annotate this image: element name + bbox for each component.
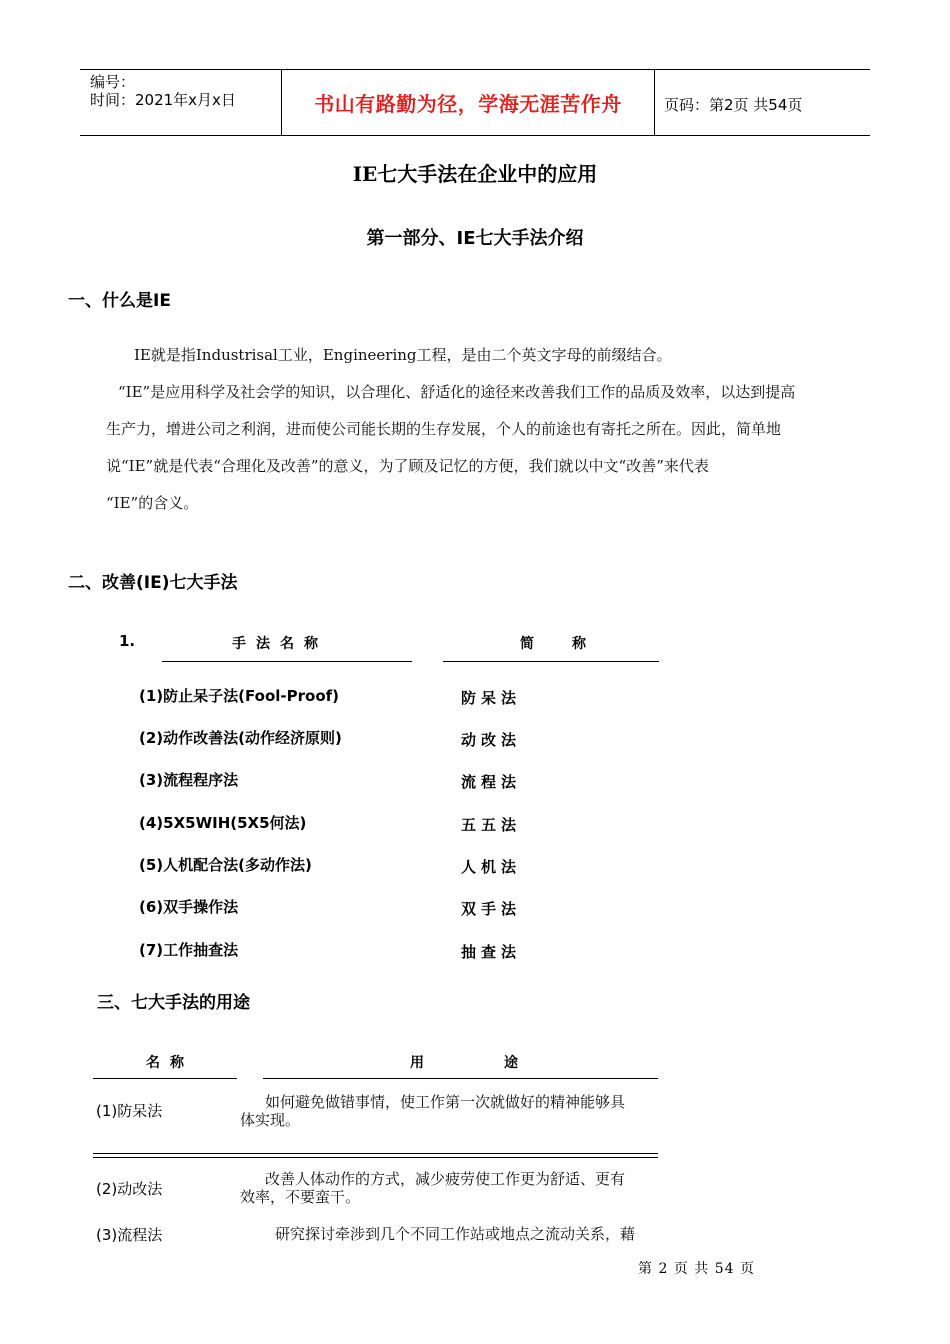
document-title: IE七大手法在企业中的应用: [352, 162, 598, 186]
use-name: (2)动改法: [96, 1180, 163, 1198]
use-header-rule: [263, 1078, 658, 1079]
use-name: (3)流程法: [96, 1226, 163, 1244]
method-abbr: 双手法: [461, 900, 522, 918]
column-header-method: 手法名称: [232, 636, 328, 652]
abbr-header-rule: [443, 661, 659, 662]
method-abbr: 抽查法: [461, 943, 522, 961]
method-name: (4)5X5WIH(5X5何法): [139, 814, 307, 832]
header-divider-right: [654, 69, 655, 136]
header-motto: 书山有路勤为径，学海无涯苦作舟: [314, 92, 622, 116]
section1-para2-line2: 生产力，增进公司之利润，进而使公司能长期的生存发展，个人的前途也有寄托之所在。因此，简单地: [106, 420, 782, 438]
method-abbr: 五五法: [461, 816, 522, 834]
method-abbr: 流程法: [461, 773, 522, 791]
list-number: 1.: [119, 632, 136, 650]
method-name: (3)流程程序法: [139, 771, 239, 789]
use-desc-line: 体实现。: [240, 1111, 301, 1129]
use-row-divider: [93, 1153, 658, 1154]
method-abbr: 防呆法: [461, 689, 522, 707]
method-abbr: 人机法: [461, 858, 522, 876]
column-header-use: 用途: [410, 1055, 598, 1071]
use-row-divider: [93, 1157, 658, 1158]
use-desc-line: 研究探讨牵涉到几个不同工作站或地点之流动关系，藉: [275, 1225, 636, 1243]
part-title: 第一部分、IE七大手法介绍: [366, 228, 584, 249]
section1-para2-line1: “IE”是应用科学及社会学的知识，以合理化、舒适化的途径来改善我们工作的品质及效率，以达到提高: [118, 383, 796, 401]
section1-para2-line4: “IE”的含义。: [106, 494, 199, 512]
method-name: (5)人机配合法(多动作法): [139, 856, 312, 874]
page-footer: 第 2 页 共 54 页: [638, 1261, 755, 1277]
method-name: (7)工作抽查法: [139, 941, 239, 959]
section3-heading: 三、七大手法的用途: [97, 993, 250, 1013]
method-name: (1)防止呆子法(Fool-Proof): [139, 687, 340, 705]
column-header-name: 名称: [146, 1055, 194, 1071]
header-page-info: 页码：第2页 共54页: [664, 96, 803, 114]
method-header-rule: [162, 661, 412, 662]
use-desc-line: 效率，不要蛮干。: [240, 1188, 361, 1206]
use-name: (1)防呆法: [96, 1102, 163, 1120]
method-abbr: 动改法: [461, 731, 522, 749]
section1-para2-line3: 说“IE”就是代表“合理化及改善”的意义，为了顾及记忆的方便，我们就以中文“改善”来代表: [106, 457, 709, 475]
header-bottom-rule: [80, 135, 870, 136]
section1-heading: 一、什么是IE: [68, 291, 171, 311]
section1-para1: IE就是指Industrisal工业，Engineering工程，是由二个英文字母的前缀结合。: [134, 346, 672, 364]
method-name: (6)双手操作法: [139, 898, 239, 916]
header-number-label: 编号：: [90, 73, 136, 91]
use-desc-line: 如何避免做错事情，使工作第一次就做好的精神能够具: [265, 1093, 626, 1111]
section2-heading: 二、改善(IE)七大手法: [68, 573, 238, 593]
method-name: (2)动作改善法(动作经济原则): [139, 729, 342, 747]
header-time-label: 时间：2021年x月x日: [90, 91, 236, 109]
use-desc-line: 改善人体动作的方式，减少疲劳使工作更为舒适、更有: [265, 1170, 626, 1188]
name-header-rule: [93, 1078, 237, 1079]
column-header-abbr: 简称: [520, 636, 624, 652]
header-top-rule: [80, 69, 870, 70]
